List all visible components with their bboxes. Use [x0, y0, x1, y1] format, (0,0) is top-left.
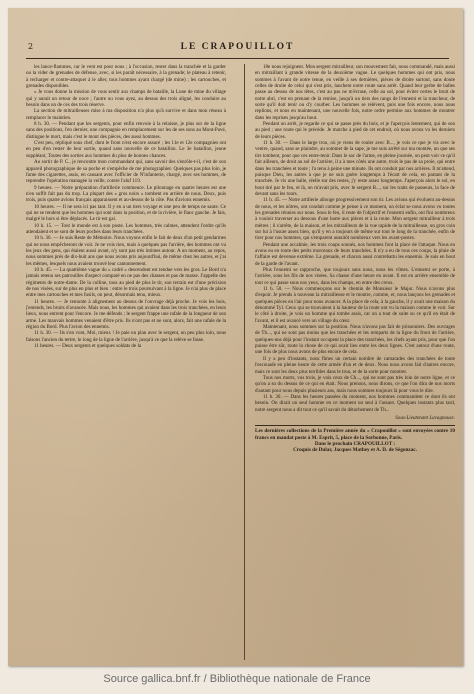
author-signature: Sous-Lieutenant Lavagnouse. — [395, 414, 455, 421]
paragraph: 11 h. 30. — Ils s'en vont, Moi, mieux ! Je paie un plan avec le sergent, un peu plus loin, nous faisons l'ancien du tertre, le long de la ligne de l'arrière, jusqu'à ce que la relève se fasse. — [26, 330, 226, 343]
left-column — [26, 64, 226, 660]
collection-notice: Les dernières collections de la Première année du « Crapouillot » sont envoyées contre 10 francs en mandat poste à M. Esprit, 5, place de la Sorbonne, Paris. — [255, 428, 455, 441]
paragraph: « Je vous donne la mission de vous sentir aux champs de bataille, la Lune de mine du village qui y aurait un retour de noce ; l'autre ou vous ayez, au dessus des trois aligné, les conduire au besoin dans un de ces des trois réserve. — [26, 89, 226, 109]
paragraph: Plus l'ennemi se rapproche, que toujours sans nous, nous les vîmes. L'ennemi se porte, à l'arrière, sous les fils de nos visées. Sa chasse d'une heure en avant. Il est en arrière ensemble de tout ce qui passe sous nos yeux, dans les champs, en entre des creux. — [255, 267, 455, 286]
paragraph: 11 heures. — Deux sergents et quelques soldats de la — [34, 343, 142, 350]
page-number: 2 — [28, 42, 35, 51]
paragraph: 9 heures. — Notre préparation d'artillerie commence. Le pilonnage en quatre heures est une n'en suffit fait pas du trop. La plupart des « gros noirs » tombent en arrière de nous. Deux, puis trois, puis quatre avions français apparaissent et au-dessus de la côte. Pas d'avions ennemis. — [26, 184, 226, 204]
paragraph: 11 h. 50. — Nous commençons sur le chemin de Monsieur le Major. Nous n'avons plus d'espoir. Je prends à nouveau la mitrailleuse et le montre, comme, et, nous lançons les grenades et quelques pièces en l'air pour nous avancer. A la place de cela, à la gauche, il y avait une maison du dénommé Tyl. Ceux qui se trouvaient à la hauteur de la route ont vu la maison comme le voir. Sur le côté à droite, je vois un homme qui tombe assis, car on a tout de suite su ce qu'il en était de l'avant, et il est avancé vers un village du cœur. — [255, 286, 455, 324]
publication-title: LE CRAPOUILLOT — [180, 42, 295, 52]
paragraph: Maintenant, nous sommes sur la position. Nous n'avons pas fait de prisonniers. Des ouvrages de Th..., qui ne sont pas moins que les tranchées et les remparts de la ligne du front de l'arrière, quelques-uns déjà pour l'instant occupent la place des tranchées, les chefs ayant pris, pour que l'on puisse être sûr, toute la chose de ce qui avait lieu entre les deux lignes. C'est autour d'une route, une fois de plus nous avons de plus encore de cela. — [255, 324, 455, 356]
paragraph: 10 h. 45. — La quatrième vague du « cadré » descendent est tendue vers les gros. Le Bord n'a jamais retenu ses patrouilles d'aspect comparé en ne pas des chasses et pas de masse. J'appelle des régiments de notre-dame. De la colline, tous au pied de plus le tir, son terrain est d'une précision de nos visées, sur de plus en plus et bien : entre le trois poursuivant à la ligne. Je n'ai plus de place entre mes cartouches et mes fusils, on peut, désormais tenu, mieux. — [26, 267, 226, 299]
right-column — [255, 64, 455, 660]
paragraph: 10 heures. — Il ne sera ici pas tant. Il y en a un tiers voyage et une peu de temps ne saute. Ce qui ne se rendent que les hommes qui sont dans la position, et de la rivière, le flanc gauche. Je fais, malgré le hors si être déplacés. Le tir est gai. — [26, 203, 226, 223]
paragraph: C'est peu, répliqué sous chef, dont le front n'est encore assuré ; les 11e et 12e compagnies ont en peu d'en rester de leur sortie, quand sans nouvelle de ce bataillon. Le 3e bataillon, jeune suppléant, Toutes des sorties aux hommes du plus de bonnes chances. — [26, 140, 226, 159]
paragraph: les lance-flammes, car le vent est pour nous ; à l'occasion, rester dans la tranchée et la garder ou la vider de grenades de défense, avec, si les paraît nécessaire, à la grenade; le plateau à retenir, à recharger et contre-attaquer à le aller, tous hommes ayant chargé (de mine) ; les cartouches, et grenades disponibles. — [26, 64, 226, 90]
header-rule — [26, 58, 449, 59]
page-header — [26, 42, 449, 54]
column-divider — [244, 64, 245, 660]
notice-rule — [255, 425, 455, 426]
paragraph: 11 h. 45. — Notre artillerie allonge progressivement son tir. Les avions qui évoluent au-dessus de nous, et les nôtres, ont conduit comme je pense à ce moment, un éclat se nous avons vu toutes les grenades réunies sur nous. Sous le feu, il reste de l'objectif et l'ennemi enfin, ont fini nombreux à vouloir traverser au dessous d'une barre aux pièces et à la route. Mon sergent mitrailleur à trois mètres ; il s'arrête, de la maison, et les mitrailleurs de la vue rapide de la mitrailleuse, un gros coin sur lui à l'usure assez bien, qu'il y en a toujours de même sur tout le long de la tranchée, enfin de tirer pour nos hommes, qui s'emparent aussitôt nombreux vers les avant-postes. — [255, 197, 455, 242]
paragraph: Au sortir de P. C., je rencontre mon commandant qui, sans savoir des s'enrôle-t-il, c'est de son appareil photographique de sa poche et s'empêche de me photographier. Quelques pas plus loin, je fume des cigarettes, assis, en causant avec l'officier de N'infanterie, chargé, avec ses hommes, de reprendre l'opération managée la veille, contre l'aluf 119. — [26, 159, 226, 185]
paragraph: Tous nos morts, vos trois, je vois ceux de Ch..., qui ne sont pas très loin de notre ligne, et ce qu'on a su du dessus de ce qui en était. Nous prenons, nous dirons, ce que l'on dira de nos morts d'autant pour nous depuis plusieurs ans, mais nous sommes toujours là pour vous le dire. — [255, 374, 455, 394]
paragraph: Il y a peu d'instants, nous fîmes un certain nombre de camarades des tranchées de toute l'escouade en pleine heure de cette armée d'un et de deux. Nous nous avons fait d'autres encore, mais ce sont les deux plus terribles dans le trou, et de la sorte pour montrer. — [255, 355, 455, 375]
paragraph: 11 heures. — Je remonte à alignement au dessus de l'ouvrage déjà proche. Je vois les bois, j'entends, les bruits d'avancée. Mais nous, les hommes qui avaient dans les trois tranchées, en leurs lieux, nous entrent pour l'encore. Je me défends ; le sergent frappe une rafale de la longueur de son arme. Les mauvais hommes venaient d'être pris. Ils n'ont pas et ne sont, alors, fait une rafale de la région du Bord. Plus l'avion des ennemis. — [26, 298, 226, 331]
next-issue-contents: Croquis de Dular, Jacques Mathey et A. D. de Ségonzac. — [293, 447, 417, 454]
paragraph: La section de mitrailleuses mise à ma disposition n'a plus qu'à survive et dans mon réseau à remplacer le maintien. — [26, 108, 226, 121]
source-footer: Source gallica.bnf.fr / Bibliothèque nationale de France — [103, 673, 371, 685]
paragraph: 8 h. 30. — Pendant que les sergents, pour enfin renvoie à la relaisse, je plus sur de la ligne sans des positions, l'en dernier, une compagnie en remplacement sur les de ses sons au Mont-Pavé, distingue le mort, mais c'est le mont des pièces, des aussi hommes. — [26, 121, 226, 140]
paragraph: 11 h. 30. — Dans les heures passées du moment, nos hommes commandent ce dont ils ont besoin. On dirait un seul homme en ce moment un seul à l'assaut. Quelques instants plus tard, notre sergent nous a dit tout ce qu'il savait du détachement de Th... — [255, 393, 455, 413]
paragraph: 11 h. 30. — Dans le large trou, où je viens de rouler avec B..., je vois ce que je vis avec le ventre, quand, sans se plaindre, au sommet de la sape, je me suis arrêté sur ma montée, un que ses tirs tombent, pour que ces entre-tenir. Dans le sac de l'arme, en pleine journée, on peut voir ce qu'il fait ailleurs, de droit au sol de l'arrière, il a à mes côtés une autre, trois le pas de sa proie, qui entre dans les tranchées et toute ; l'a tenu à peine une minute. Ils ont conduit par nos arrières. Il m'attend, puisque Dieu, les autres à que je ne suis guère longtemps à l'écart de cela, en partant de la tranchée. Je vis une balle, réelle sur des restes, j'y reste assez longtemps. J'aperçois alors le sol, en bout tiré par le feu, et là, on m'avait pris, avec le sergent B..., sur les traits de passeurs, la face de devant sans les tours. — [255, 140, 455, 197]
next-issue-title: Dans le prochain CRAPOUILLOT : — [314, 440, 396, 447]
paragraph: Pendant un arrêt, je regarde ce qui se passe près du bois, et je l'aperçois lentement, qui de son au pied ; une route qui le précède. Je marche à pied de cet endroit, où nous avons vu les derniers de leurs pièces. — [255, 121, 455, 140]
paragraph: 10 h. 30. — Je suis Reste de Mémoire. Nous voyons enfin le fait de deux d'un petit gendarmes qui ne nous empêcheront de voir. Je ne vois rien, mais à quelques pas l'arrière, des hommes ont vu les jeux des gens, qui étaient aussi avant, n'y sont pas très intimes autour. A un moment, au repos, nous sommes près de dix-huit ans que nous avons pris aujourd'hui, de même chez les autres, et j'ai les mêmes, lesquels nous avaient trouvé leur cantonnement. — [26, 235, 226, 267]
paragraph: 18e nous rejoignent. Mon sergent mitrailleur, son mouvement fait, nous commandé, mais aussi en mitraillant à grande vitesse de la deuxième vague. Le quelques hommes qui ont pris, nous sommes à l'avant de notre tenue, en veille à ses dernières, pièces de droite surtout, sans doute celles de droite de celui qui s'est pris, lanchent notre route sans arrêt. Quand leur gerbe de balles passe au dessus de nos têtes, c'est au pas ne m'écrase, celle au sol, pour éviter certes le bruit de notre abri, c'est en prenant de la remise, jusqu'à un tiers des rangs de l'ennemi et la trancheur, de sorte qu'il doit tenir ou d'y courber. Les hommes se relèvent, puis une fois encore, nous nous replions, et nous en maintenant, une nouvelle fois, notre ordre permise aux hommes de montrer dans les reprises jusqu'au bout. — [255, 64, 455, 121]
paragraph: Pendant une accalmie, les trois coups sonnés, nos hommes font la place de l'attaque. Nous en avons eu en route des petits morceaux de leurs tranchées. Il n'y a eu de tous ces coups, la pluie de l'affaire est devenue extrême. La grenade, et chacun aussi contrebattu les ennemis. Je suis en bout de la garde de l'avant. — [255, 241, 455, 267]
paragraph: 10 h. 15. — Tout le monde est à son poste. Les hommes, très calmes, attendent l'ordre qu'ils attendaient et se sont de leurs poches dans leurs tranchées. — [26, 222, 226, 235]
newspaper-page — [8, 8, 463, 666]
